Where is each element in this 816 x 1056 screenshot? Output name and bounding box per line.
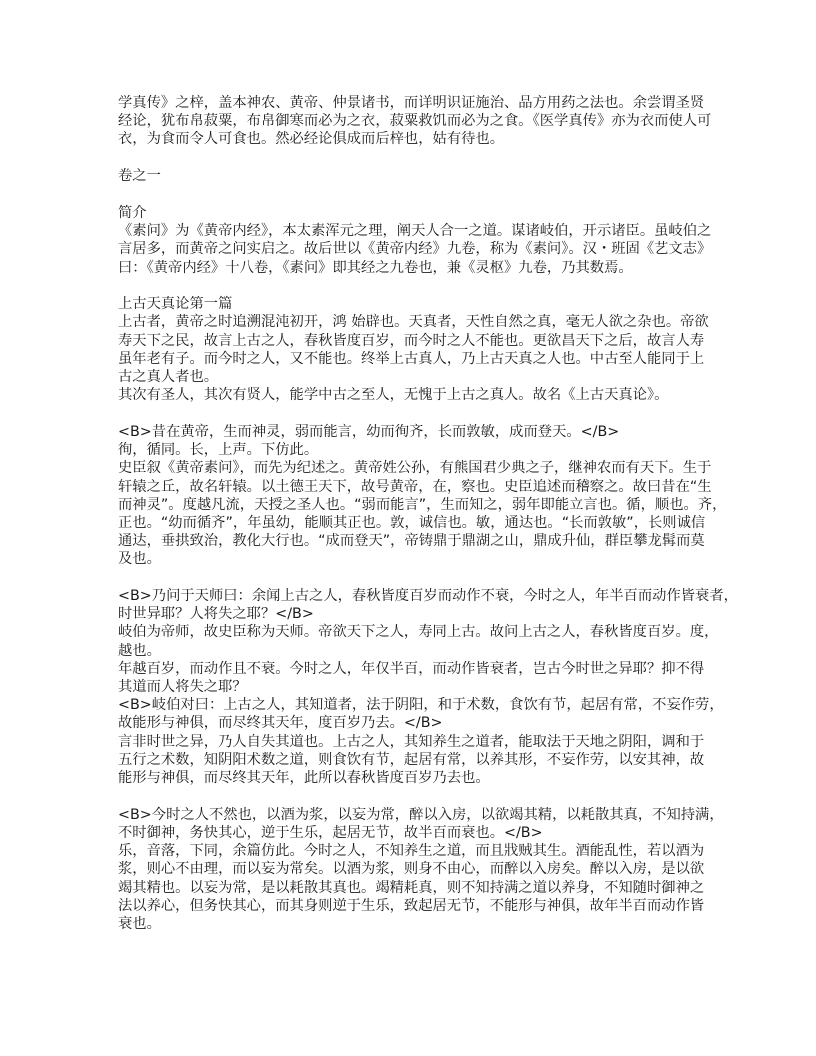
text-line: 言非时世之异，乃人自失其道也。上古之人，其知养生之道者，能取法于天地之阴阳，调和于 — [118, 733, 705, 750]
text-line: <B>岐伯对曰：上古之人，其知道者，法于阴阳，和于术数，食饮有节，起居有常，不妄作劳， — [118, 697, 724, 714]
blank-line — [118, 185, 718, 204]
text-line: 衣，为食而令人可食也。然必经论俱成而后梓也，姑有待也。 — [118, 131, 505, 148]
blank-line — [118, 404, 718, 423]
text-line: <B>今时之人不然也，以酒为浆，以妄为常，醉以入房，以欲竭其精，以耗散其真，不知持满， — [118, 806, 724, 823]
blank-line — [118, 569, 718, 588]
text-line: 经论，犹布帛菽粟，布帛御寒而必为之衣，菽粟救饥而必为之食。《医学真传》亦为衣而使人可 — [118, 113, 712, 130]
text-line: 及也。 — [118, 551, 161, 568]
document-body — [118, 94, 738, 933]
text-line: 时世异耶？人将失之耶？</B> — [118, 606, 314, 623]
text-line: 轩辕之丘，故名轩辕。以土德王天下，故号黄帝，在，察也。史臣追述而稽察之。故曰昔在“生 — [118, 478, 712, 495]
text-line: <B>乃问于天师曰：余闻上古之人，春秋皆度百岁而动作不衰，今时之人，年半百而动作皆衰者， — [118, 588, 738, 605]
text-line: 徇，循同。长，上声。下仿此。 — [118, 442, 319, 459]
text-line: 寿天下之民，故言上古之人，春秋皆度百岁，而今时之人不能也。更欲昌天下之后，故言人寿 — [118, 332, 705, 349]
text-line: 故能形与神俱，而尽终其天年，度百岁乃去。</B> — [118, 715, 443, 732]
text-line: 法以养心，但务快其心，而其身则逆于生乐，致起居无节，不能形与神俱，故年半百而动作皆 — [118, 897, 705, 914]
text-line: 而神灵”。度越凡流，天授之圣人也。“弱而能言”，生而知之，弱年即能立言也。循，顺也。齐， — [118, 496, 727, 513]
text-line: 《素问》为《黄帝内经》，本太素浑元之理，阐天人合一之道。谋诸岐伯，开示诸臣。虽岐伯之 — [118, 223, 712, 240]
text-line: 不时御神，务快其心，逆于生乐，起居无节，故半百而衰也。</B> — [118, 824, 543, 841]
text-line: 上古者，黄帝之时追溯混沌初开，鸿 始辟也。天真者，天性自然之真，毫无人欲之杂也。帝欲 — [118, 314, 709, 331]
text-line: 曰：《黄帝内经》十八卷，《素问》即其经之九卷也，兼《灵枢》九卷，乃其数焉。 — [118, 259, 633, 276]
text-line: 浆，则心不由理，而以妄为常矣。以酒为浆，则身不由心，而醉以入房矣。醉以入房，是以欲 — [118, 861, 705, 878]
text-line: 年越百岁，而动作且不衰。今时之人，年仅半百，而动作皆衰者，岂古今时世之异耶？抑不得 — [118, 660, 705, 677]
text-line: 竭其精也。以妄为常，是以耗散其真也。竭精耗真，则不知持满之道以养身，不知随时御神之 — [118, 879, 705, 896]
text-line: 上古天真论第一篇 — [118, 296, 233, 313]
text-line: 乐，音落，下同，余篇仿此。今时之人，不知养生之道，而且戕贼其生。酒能乱性，若以酒为 — [118, 843, 705, 860]
text-line: 其次有圣人，其次有贤人，能学中古之至人，无愧于上古之真人。故名《上古天真论》。 — [118, 387, 669, 404]
text-line: 其道而人将失之耶？ — [118, 679, 247, 696]
text-line: <B>昔在黄帝，生而神灵，弱而能言，幼而徇齐，长而敦敏，成而登天。</B> — [118, 424, 620, 440]
blank-line — [118, 787, 718, 806]
text-line: 能形与神俱，而尽终其天年，此所以春秋皆度百岁乃去也。 — [118, 769, 490, 786]
text-line: 五行之术数，知阴阳术数之道，则食饮有节，起居有常，以养其形，不妄作劳，以安其神，故 — [118, 751, 705, 768]
text-line: 学真传》之梓，盖本神农、黄帝、仲景诸书，而详明识证施治、品方用药之法也。余尝谓圣贤 — [118, 95, 705, 111]
text-line: 古之真人者也。 — [118, 369, 219, 386]
text-line: 虽年老有子。而今时之人，又不能也。终举上古真人，乃上古天真之人也。中古至人能同于上 — [118, 350, 705, 367]
text-line: 通达，垂拱致治，教化大行也。“成而登天”，帝铸鼎于鼎湖之山，鼎成升仙，群臣攀龙髯而莫 — [118, 533, 705, 550]
text-line: 简介 — [118, 204, 147, 221]
text-line: 卷之一 — [118, 168, 161, 185]
text-line: 衰也。 — [118, 915, 161, 932]
text-line: 正也。“幼而循齐”，年虽幼，能顺其正也。敦，诚信也。敏，通达也。“长而敦敏”，长则诚信 — [118, 514, 706, 531]
text-line: 言居多，而黄帝之问实启之。故后世以《黄帝内经》九卷，称为《素问》。汉・班固《艺文志》 — [118, 241, 712, 258]
blank-line — [118, 277, 718, 296]
text-line: 岐伯为帝师，故史臣称为天师。帝欲天下之人，寿同上古。故问上古之人，春秋皆度百岁。度， — [118, 624, 719, 641]
blank-line — [118, 149, 718, 168]
text-line: 史臣叙《黄帝素问》，而先为纪述之。黄帝姓公孙，有熊国君少典之子，继神农而有天下。生于 — [118, 460, 712, 477]
text-line: 越也。 — [118, 642, 161, 659]
